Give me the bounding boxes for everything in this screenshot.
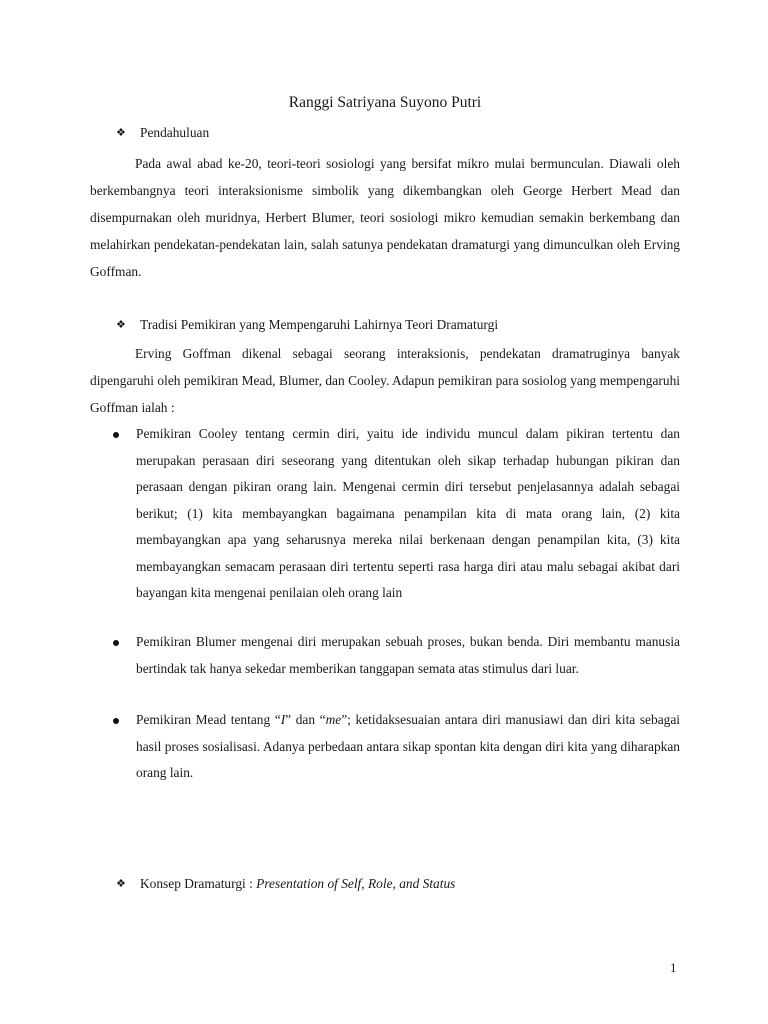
bullet-dot-icon [113, 640, 119, 646]
section-heading-italic: Presentation of Self, Role, and Status [256, 876, 456, 891]
diamond-bullet-icon: ❖ [116, 127, 126, 139]
mead-text-before: Pemikiran Mead tentang “ [136, 712, 281, 727]
section-heading-label: Pendahuluan [140, 125, 210, 140]
mead-term-me: me [325, 712, 342, 727]
list-item-text [136, 707, 680, 787]
page-number: 1 [670, 960, 677, 975]
diamond-bullet-icon: ❖ [116, 878, 126, 890]
diamond-bullet-icon: ❖ [116, 319, 126, 331]
mead-term-i: I [280, 712, 286, 727]
document-page [90, 0, 680, 1024]
section-heading-plain: Konsep Dramaturgi : [140, 876, 257, 891]
section-heading-label: Tradisi Pemikiran yang Mempengaruhi Lahirnya Teori Dramaturgi [140, 317, 499, 332]
bullet-dot-icon [113, 718, 119, 724]
section-heading-label [140, 875, 455, 893]
list-item-text: Pemikiran Cooley tentang cermin diri, yaitu ide individu muncul dalam pikiran tertentu dan merupakan perasaan diri seseorang yang ditentukan oleh sikap terhadap hubungan pikiran dan perasaan dengan pikiran orang lain. Mengenai cermin diri tersebut penjelasannya adalah sebagai berikut; (1) kita membayangkan bagaimana penampilan kita di mata orang lain, (2) kita membayangkan apa yang seharusnya mereka nilai berkenaan dengan penampilan kita, (3) kita membayangkan semacam perasaan diri tertentu seperti rasa harga diri atau malu sebagai akibat dari bayangan kita mengenai penilaian oleh orang lain [136, 426, 680, 600]
paragraph-tradisi: Erving Goffman dikenal sebagai seorang interaksionis, pendekatan dramatruginya banyak dipengaruhi oleh pemikiran Mead, Blumer, dan Cooley. Adapun pemikiran para sosiolog yang mempengaruhi Goffman ialah : [90, 346, 680, 415]
list-item-text: Pemikiran Blumer mengenai diri merupakan sebuah proses, bukan benda. Diri membantu manusia bertindak tak hanya sekedar memberikan tanggapan semata atas stimulus dari luar. [136, 634, 680, 676]
mead-text-between: ” dan “ [285, 712, 326, 727]
section-heading-pendahuluan [116, 124, 209, 142]
mead-text-after: ”; ketidaksesuaian antara diri manusiawi dan diri kita sebagai hasil proses sosialisasi. Adanya perbedaan antara sikap spontan kita dengan diri kita yang diharapkan orang lain. [136, 712, 680, 780]
section-heading-tradisi [116, 316, 498, 334]
paragraph-pendahuluan: Pada awal abad ke-20, teori-teori sosiologi yang bersifat mikro mulai bermunculan. Diawali oleh berkembangnya teori interaksionisme simbolik yang dikembangkan oleh George Herbert Mead dan disempurnakan oleh muridnya, Herbert Blumer, teori sosiologi mikro kemudian semakin berkembang dan melahirkan pendekatan-pendekatan lain, salah satunya pendekatan dramaturgi yang dimunculkan oleh Erving Goffman. [90, 156, 680, 279]
section-heading-konsep [116, 875, 455, 893]
bullet-dot-icon [113, 432, 119, 438]
document-title: Ranggi Satriyana Suyono Putri [288, 94, 482, 111]
